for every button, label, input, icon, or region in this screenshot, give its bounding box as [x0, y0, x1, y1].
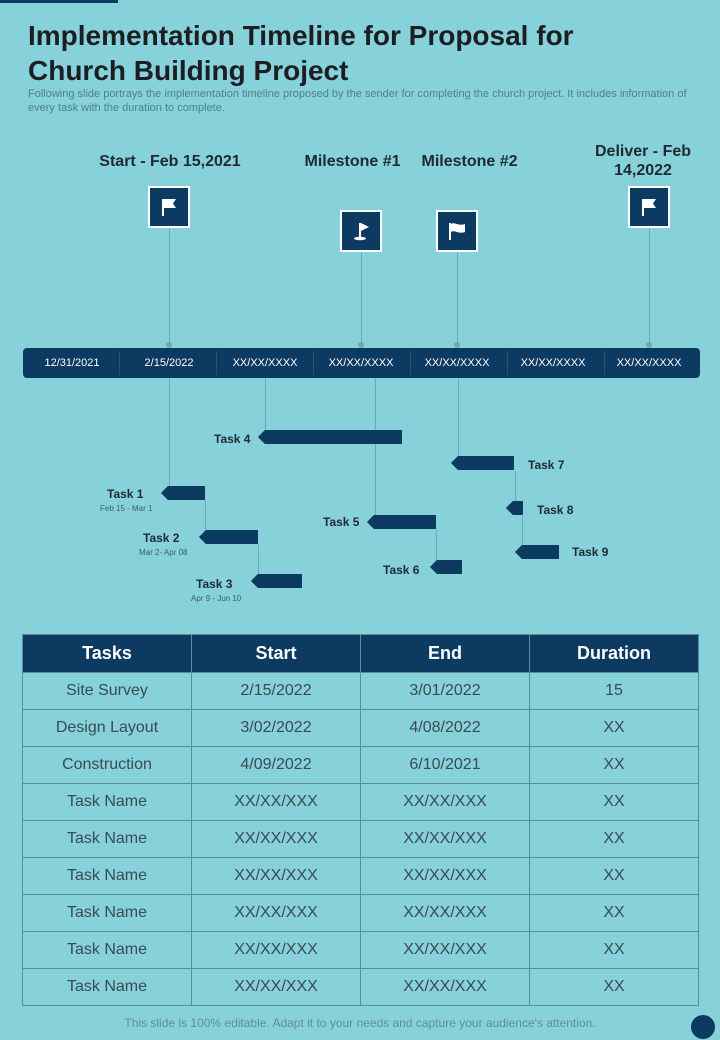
timeline-date: 2/15/2022: [144, 357, 194, 369]
task-2-bar: [206, 530, 258, 544]
cell-end: XX/XX/XXX: [361, 895, 530, 932]
header-start: Start: [192, 635, 361, 673]
cell-task: Task Name: [23, 932, 192, 969]
task-9-bar: [522, 545, 559, 559]
milestone-2-box: [436, 210, 478, 252]
cell-task: Task Name: [23, 858, 192, 895]
milestone-1-connector: [361, 252, 362, 348]
milestone-deliver-label: Deliver - Feb 14,2022: [594, 143, 692, 179]
top-accent-bar: [0, 0, 118, 3]
task-1-label: Task 1: [107, 487, 144, 501]
footer-note: This slide is 100% editable. Adapt it to your needs and capture your audience's attention.: [124, 1016, 596, 1030]
milestone-2-label: Milestone #2: [421, 153, 518, 170]
task-5-label: Task 5: [323, 515, 360, 529]
table-row: [23, 821, 699, 858]
cell-end: XX/XX/XXX: [361, 821, 530, 858]
cell-end: XX/XX/XXX: [361, 969, 530, 1006]
cell-task: Site Survey: [23, 673, 192, 710]
milestone-2-connector: [457, 252, 458, 348]
cell-duration: 15: [530, 673, 699, 710]
timeline-date: XX/XX/XXXX: [616, 357, 682, 369]
milestone-deliver-box: [628, 186, 670, 228]
table-row: [23, 969, 699, 1006]
golf-flag-icon: [350, 220, 372, 242]
task-8-label: Task 8: [537, 503, 574, 517]
task-1-bar: [168, 486, 205, 500]
cell-end: XX/XX/XXX: [361, 858, 530, 895]
task-connector: [375, 378, 376, 521]
timeline-date: XX/XX/XXXX: [424, 357, 490, 369]
milestone-1-box: [340, 210, 382, 252]
table-row: [23, 932, 699, 969]
task-2-label: Task 2: [143, 531, 180, 545]
header-tasks: Tasks: [23, 635, 192, 673]
page-title: Implementation Timeline for Proposal for Church Building Project: [28, 20, 574, 86]
cell-start: XX/XX/XXX: [192, 932, 361, 969]
table-row: [23, 673, 699, 710]
task-connector: [458, 378, 459, 463]
milestone-start-label: Start - Feb 15,2021: [99, 153, 241, 170]
task-9-label: Task 9: [572, 545, 609, 559]
cell-end: XX/XX/XXX: [361, 784, 530, 821]
cell-duration: XX: [530, 895, 699, 932]
task-2-dates: Mar 2- Apr 08: [139, 548, 188, 557]
timeline-date: 12/31/2021: [44, 357, 100, 369]
corner-circle: [691, 1015, 715, 1039]
task-3-label: Task 3: [196, 577, 233, 591]
milestone-start-box: [148, 186, 190, 228]
task-6-label: Task 6: [383, 563, 420, 577]
milestone-start-connector: [169, 228, 170, 348]
header-duration: Duration: [530, 635, 699, 673]
task-7-bar: [458, 456, 514, 470]
cell-duration: XX: [530, 858, 699, 895]
task-1-dates: Feb 15 - Mar 1: [100, 504, 153, 513]
timeline-date: XX/XX/XXXX: [328, 357, 394, 369]
table-row: [23, 858, 699, 895]
cell-start: XX/XX/XXX: [192, 969, 361, 1006]
cell-duration: XX: [530, 784, 699, 821]
task-7-label: Task 7: [528, 458, 565, 472]
waving-flag-icon: [446, 220, 468, 242]
milestone-1-label: Milestone #1: [304, 153, 401, 170]
cell-duration: XX: [530, 747, 699, 784]
cell-start: XX/XX/XXX: [192, 784, 361, 821]
cell-duration: XX: [530, 932, 699, 969]
task-4-label: Task 4: [214, 432, 251, 446]
tasks-table: [22, 634, 699, 1006]
cell-start: 4/09/2022: [192, 747, 361, 784]
cell-duration: XX: [530, 821, 699, 858]
cell-task: Task Name: [23, 895, 192, 932]
task-3-dates: Apr 9 - Jun 10: [191, 594, 242, 603]
cell-start: 3/02/2022: [192, 710, 361, 747]
task-connector: [265, 378, 266, 438]
flag-icon: [638, 196, 660, 218]
cell-end: 3/01/2022: [361, 673, 530, 710]
timeline-date: XX/XX/XXXX: [520, 357, 586, 369]
cell-task: Task Name: [23, 969, 192, 1006]
cell-task: Task Name: [23, 821, 192, 858]
cell-start: XX/XX/XXX: [192, 821, 361, 858]
milestone-deliver-connector: [649, 228, 650, 348]
cell-end: 6/10/2021: [361, 747, 530, 784]
task-6-bar: [437, 560, 462, 574]
table-row: [23, 784, 699, 821]
table-header-row: [23, 635, 699, 673]
cell-start: XX/XX/XXX: [192, 895, 361, 932]
cell-end: 4/08/2022: [361, 710, 530, 747]
flag-icon: [158, 196, 180, 218]
cell-duration: XX: [530, 710, 699, 747]
page-subtitle: Following slide portrays the implementation timeline proposed by the sender for completing the church project. It includes information of every task with the duration to complete.: [28, 88, 687, 114]
cell-duration: XX: [530, 969, 699, 1006]
cell-task: Construction: [23, 747, 192, 784]
task-connector: [169, 378, 170, 492]
timeline-date: XX/XX/XXXX: [232, 357, 298, 369]
cell-task: Design Layout: [23, 710, 192, 747]
task-3-bar: [258, 574, 302, 588]
task-8-bar: [513, 501, 523, 515]
task-5-bar: [374, 515, 436, 529]
cell-start: 2/15/2022: [192, 673, 361, 710]
table-row: [23, 747, 699, 784]
table-row: [23, 710, 699, 747]
cell-start: XX/XX/XXX: [192, 858, 361, 895]
table-row: [23, 895, 699, 932]
cell-task: Task Name: [23, 784, 192, 821]
header-end: End: [361, 635, 530, 673]
task-4-bar: [265, 430, 402, 444]
cell-end: XX/XX/XXX: [361, 932, 530, 969]
